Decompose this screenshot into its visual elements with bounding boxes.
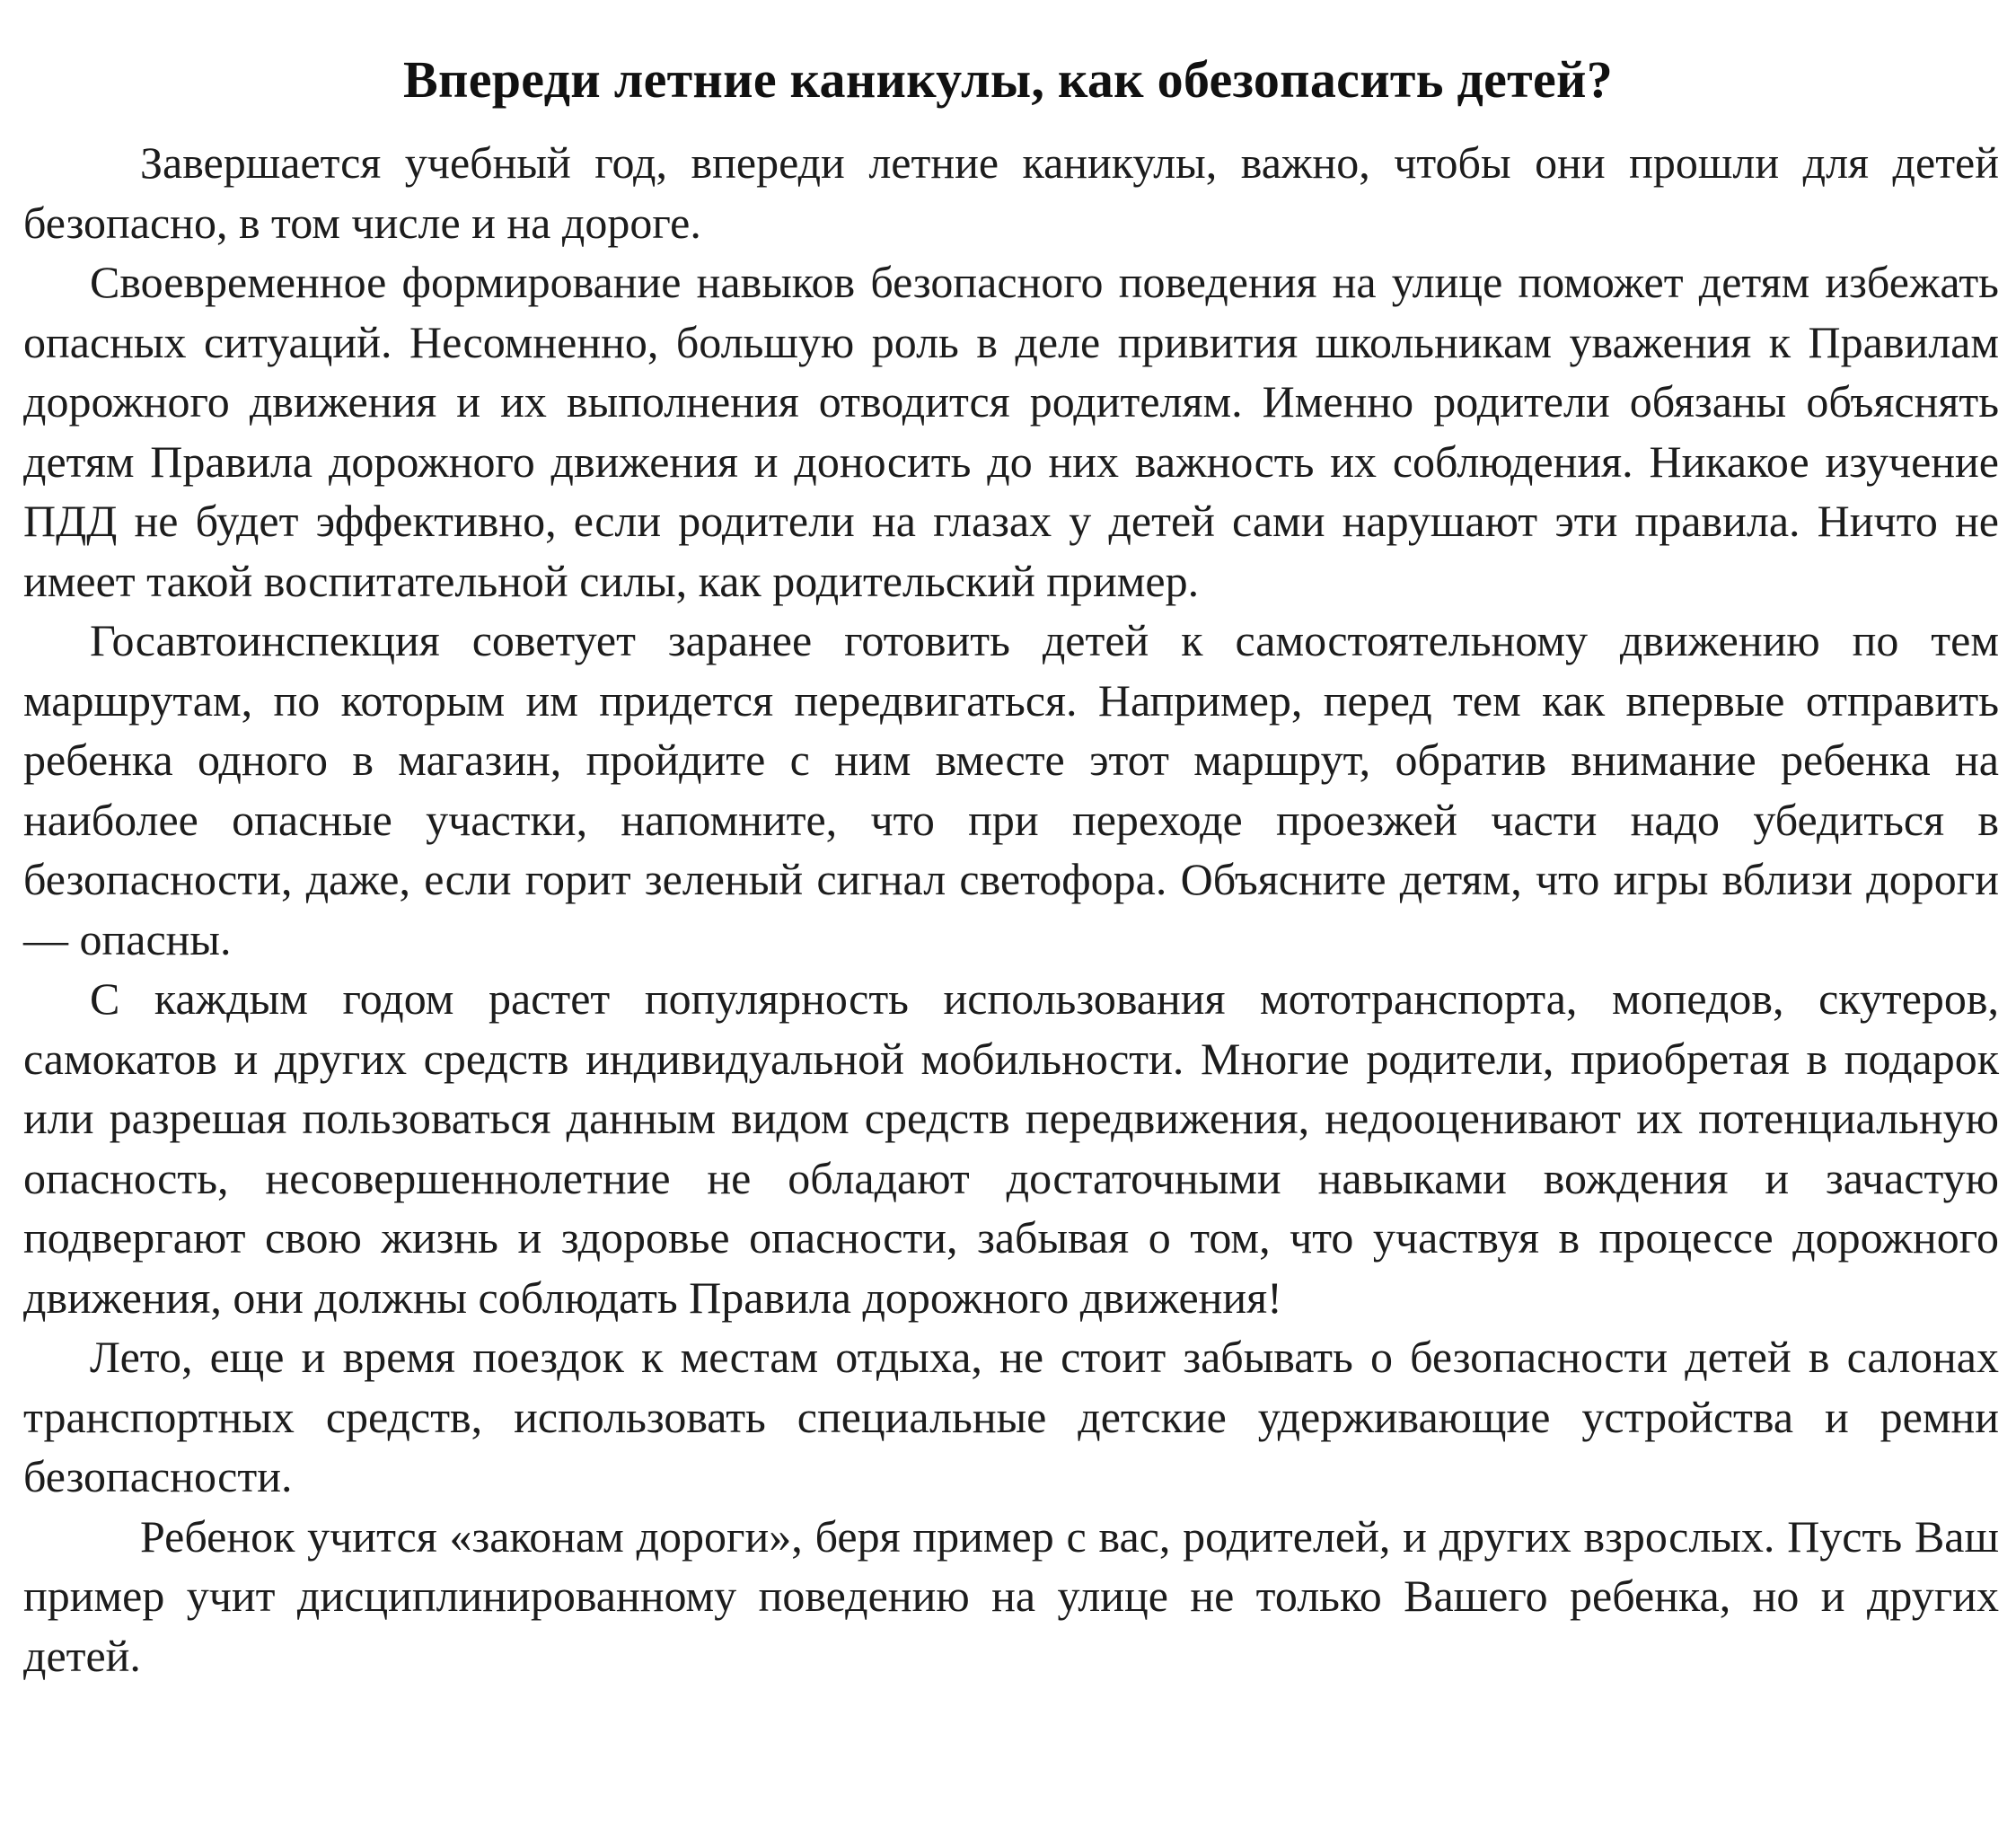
paragraph-parent-example: Ребенок учится «законам дороги», беря пример с вас, родителей, и других взрослых. Пусть Ваш пример учит дисциплинированному поведению на улице не только Вашего ребенка, но и других детей. xyxy=(23,1510,1999,1681)
paragraph-mobility-devices: С каждым годом растет популярность использования мототранспорта, мопедов, скутеров, самокатов и других средств индивидуальной мобильности. Многие родители, приобретая в подарок или разрешая пользоваться данным видом средств передвижения, недооценивают их потенциальную опасность, несовершеннолетние не обладают достаточными навыками вождения и зачастую подвергают свою жизнь и здоровье опасности, забывая о том, что участвуя в процессе дорожного движения, они должны соблюдать Правила дорожного движения! xyxy=(23,973,1999,1323)
paragraph-intro: Завершается учебный год, впереди летние каникулы, важно, чтобы они прошли для детей безопасно, в том числе и на дороге. xyxy=(23,137,1999,248)
paragraph-parents-role: Своевременное формирование навыков безопасного поведения на улице поможет детям избежать опасных ситуаций. Несомненно, большую роль в деле привития школьникам уважения к Правилам дорожного движения и их выполнения отводится родителям. Именно родители обязаны объяснять детям Правила дорожного движения и доносить до них важность их соблюдения. Никакое изучение ПДД не будет эффективно, если родители на глазах у детей сами нарушают эти правила. Ничто не имеет такой воспитательной силы, как родительский пример. xyxy=(23,257,1999,606)
document-body xyxy=(23,133,1999,1685)
paragraph-vehicle-safety: Лето, еще и время поездок к местам отдыха, не стоит забывать о безопасности детей в салонах транспортных средств, использовать специальные детские удерживающие устройства и ремни безопасности. xyxy=(23,1332,1999,1501)
paragraph-route-preparation: Госавтоинспекция советует заранее готовить детей к самостоятельному движению по тем маршрутам, по которым им придется передвигаться. Например, перед тем как впервые отправить ребенка одного в магазин, пройдите с ним вместе этот маршрут, обратив внимание ребенка на наиболее опасные участки, напомните, что при переходе проезжей части надо убедиться в безопасности, даже, если горит зеленый сигнал светофора. Объясните детям, что игры вблизи дороги — опасны. xyxy=(23,615,1999,964)
document-title: Впереди летние каникулы, как обезопасить детей? xyxy=(402,49,1614,109)
